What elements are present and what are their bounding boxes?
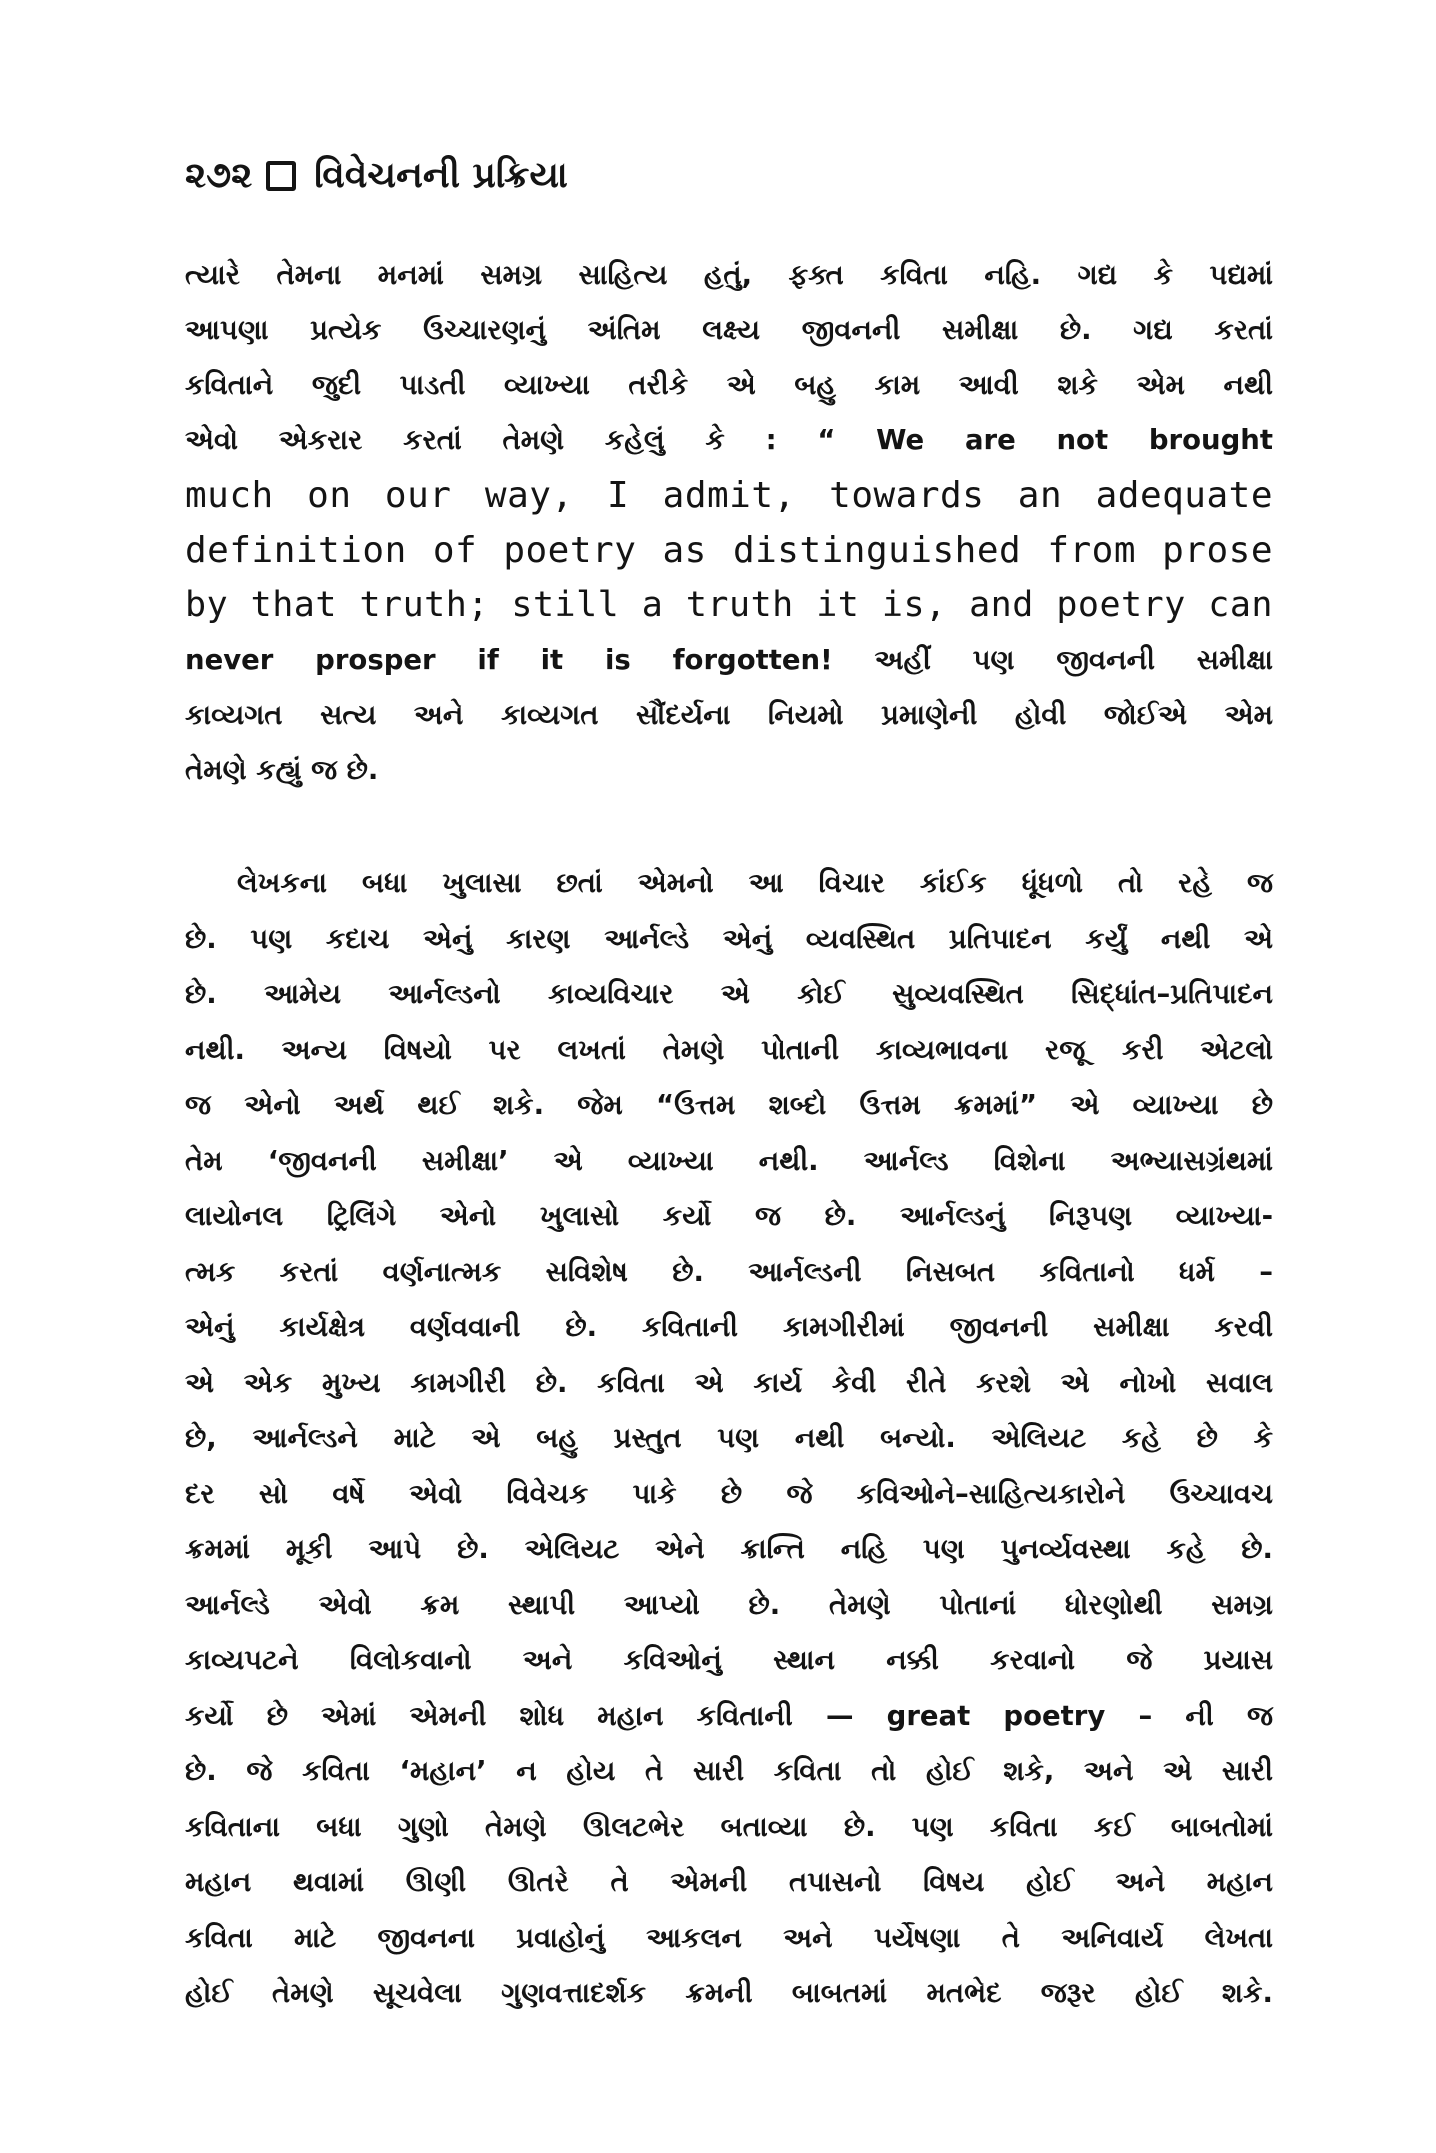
text-line: ત્મક કરતાં વર્ણનાત્મક સવિશેષ છે. આર્નલ્ડની નિસબત કવિતાનો ધર્મ –: [185, 1255, 1273, 1288]
text-line: કર્યો છે એમાં એમની શોધ મહાન કવિતાની — great poetry – ની જ: [185, 1699, 1273, 1732]
text-line: છે, આર્નલ્ડને માટે એ બહુ પ્રસ્તુત પણ નથી બન્યો. એલિયટ કહે છે કે: [185, 1422, 1273, 1454]
text-line: જ એનો અર્થ થઈ શકે. જેમ “ઉત્તમ શબ્દો ઉત્તમ ક્રમમાં” એ વ્યાખ્યા છે: [185, 1089, 1273, 1121]
text-line: never prosper if it is forgotten! અહીં પણ જીવનની સમીક્ષા: [185, 644, 1273, 676]
text-line: નથી. અન્ય વિષયો પર લખતાં તેમણે પોતાની કાવ્યભાવના રજૂ કરી એટલો: [185, 1033, 1273, 1066]
text-line: છે. આમેય આર્નલ્ડનો કાવ્યવિચાર એ કોઈ સુવ્યવસ્થિત સિદ્ધાંત–પ્રતિપાદન: [185, 978, 1273, 1010]
text-line: લાયોનલ ટ્રિલિંગે એનો ખુલાસો કર્યો જ છે. આર્નલ્ડનું નિરૂપણ વ્યાખ્યા-: [185, 1200, 1273, 1232]
running-title: વિવેચનની પ્રક્રિયા: [314, 155, 568, 196]
text-line: આપણા પ્રત્યેક ઉચ્ચારણનું અંતિમ લક્ષ્ય જીવનની સમીક્ષા છે. ગદ્ય કરતાં: [185, 314, 1273, 346]
text-line: તેમણે કહ્યું જ છે.: [185, 754, 379, 786]
paragraph-1: [185, 248, 1273, 798]
page-header: [185, 155, 568, 196]
text-line: દર સો વર્ષે એવો વિવેચક પાકે છે જે કવિઓને–સાહિત્યકારોને ઉચ્ચાવચ: [185, 1477, 1273, 1510]
text-line: લેખકના બધા ખુલાસા છતાં એમનો આ વિચાર કાંઈક ધૂંધળો તો રહે જ: [237, 867, 1273, 899]
text-line: કાવ્યપટને વિલોકવાનો અને કવિઓનું સ્થાન નક્કી કરવાનો જે પ્રયાસ: [185, 1644, 1273, 1676]
text-line: કવિતાને જુદી પાડતી વ્યાખ્યા તરીકે એ બહુ કામ આવી શકે એમ નથી: [185, 369, 1273, 401]
text-line: કવિતાના બધા ગુણો તેમણે ઊલટભેર બતાવ્યા છે. પણ કવિતા કઈ બાબતોમાં: [185, 1810, 1273, 1843]
text-line: હોઈ તેમણે સૂચવેલા ગુણવત્તાદર્શક ક્રમની બાબતમાં મતભેદ જરૂર હોઈ શકે.: [185, 1977, 1273, 2009]
body-text: [185, 248, 1273, 2022]
text-line: definition of poetry as distinguished from prose: [185, 530, 1273, 571]
page-number: ૨૭૨: [185, 155, 253, 196]
text-line: by that truth; still a truth it is, and poetry can: [185, 585, 1273, 625]
paragraph-2: [185, 856, 1273, 2022]
text-line: કાવ્યગત સત્ય અને કાવ્યગત સૌંદર્યના નિયમો પ્રમાણેની હોવી જોઈએ એમ: [185, 699, 1273, 731]
text-line: આર્નલ્ડે એવો ક્રમ સ્થાપી આપ્યો છે. તેમણે પોતાનાં ધોરણોથી સમગ્ર: [185, 1588, 1273, 1621]
text-line: છે. જે કવિતા ‘મહાન’ ન હોય તે સારી કવિતા તો હોઈ શકે, અને એ સારી: [185, 1755, 1273, 1787]
text-line: એનું કાર્યક્ષેત્ર વર્ણવવાની છે. કવિતાની કામગીરીમાં જીવનની સમીક્ષા કરવી: [185, 1311, 1273, 1343]
text-line: કવિતા માટે જીવનના પ્રવાહોનું આકલન અને પર્યેષણા તે અનિવાર્ય લેખતા: [185, 1921, 1273, 1954]
text-line: છે. પણ કદાચ એનું કારણ આર્નલ્ડે એનું વ્યવસ્થિત પ્રતિપાદન કર્યું નથી એ: [185, 922, 1273, 955]
text-line: એ એક મુખ્ય કામગીરી છે. કવિતા એ કાર્ય કેવી રીતે કરશે એ નોખો સવાલ: [185, 1366, 1273, 1399]
text-line: much on our way, I admit, towards an adequate: [185, 475, 1273, 516]
text-line: તેમ ‘જીવનની સમીક્ષા’ એ વ્યાખ્યા નથી. આર્નલ્ડ વિશેના અભ્યાસગ્રંથમાં: [185, 1144, 1273, 1177]
text-line: ક્રમમાં મૂકી આપે છે. એલિયટ એને ક્રાન્તિ નહિ પણ પુનર્વ્યવસ્થા કહે છે.: [185, 1533, 1273, 1565]
text-line: એવો એકરાર કરતાં તેમણે કહેલું કે : “ We are not brought: [185, 424, 1273, 456]
text-line: ત્યારે તેમના મનમાં સમગ્ર સાહિત્ય હતું, ફક્ત કવિતા નહિ. ગદ્ય કે પદ્યમાં: [185, 259, 1273, 291]
square-ornament-icon: [266, 161, 296, 191]
text-line: મહાન થવામાં ઊણી ઊતરે તે એમની તપાસનો વિષય હોઈ અને મહાન: [185, 1866, 1273, 1898]
